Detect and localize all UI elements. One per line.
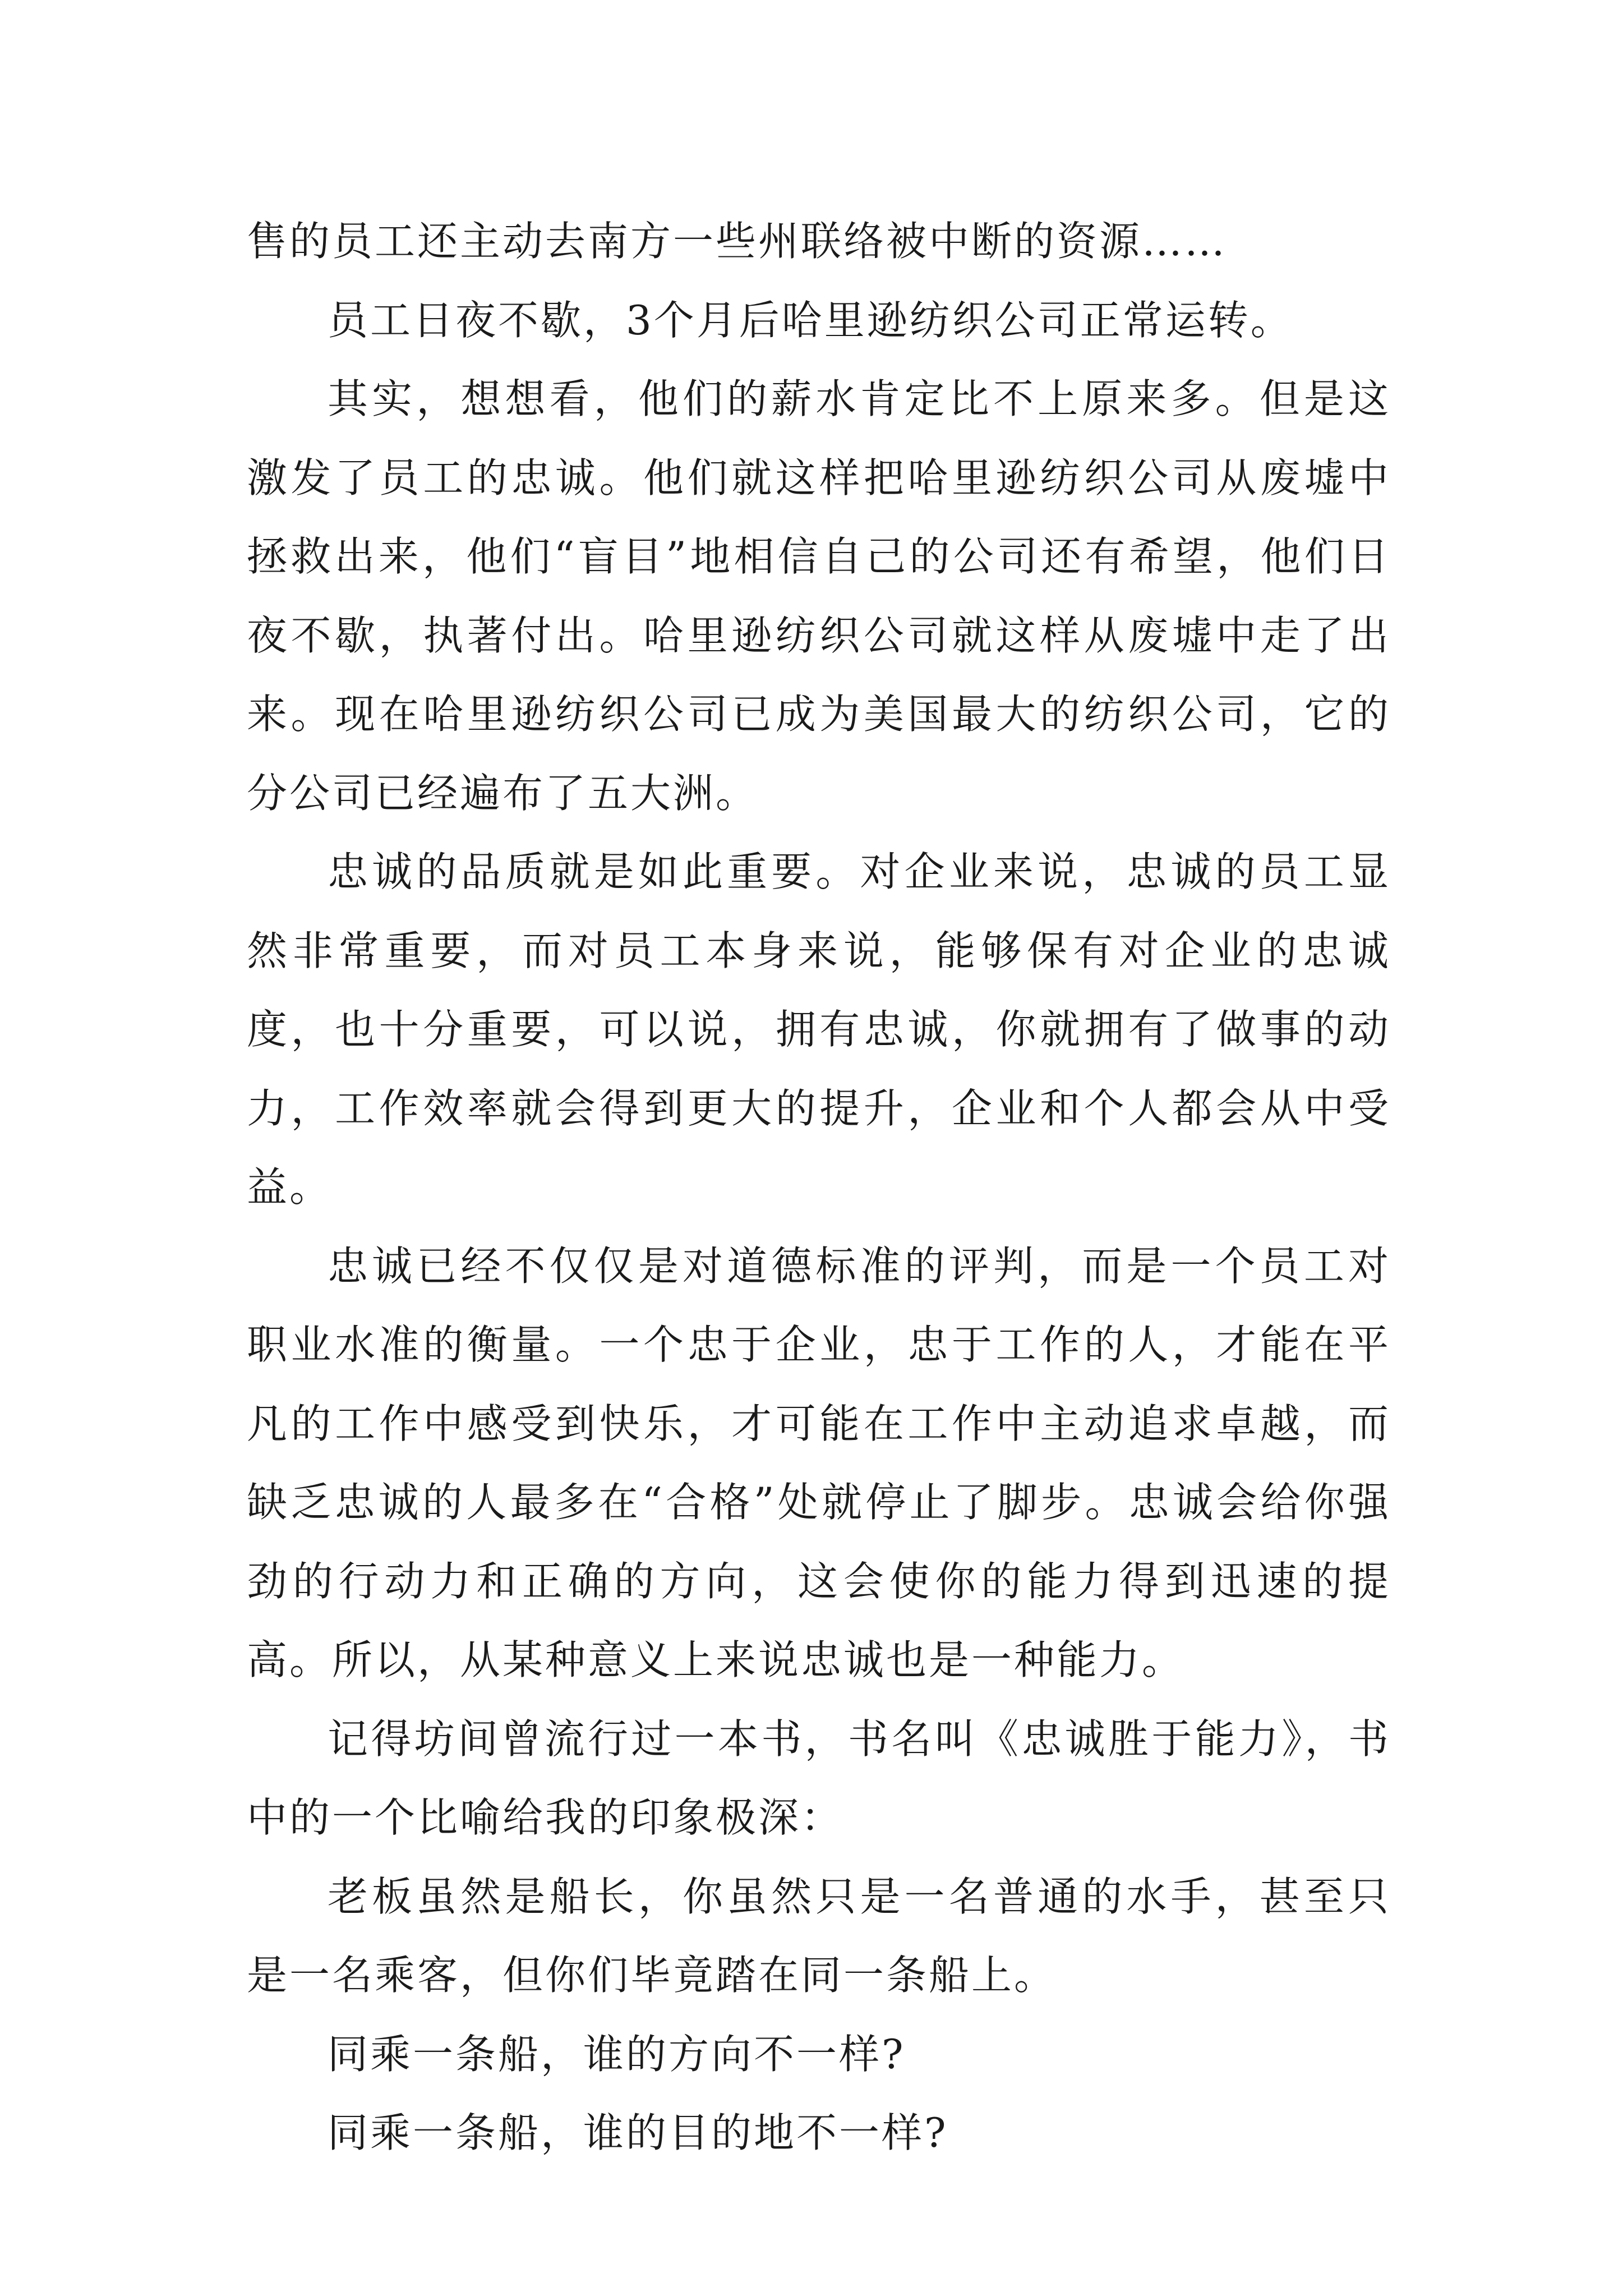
- paragraph: 忠诚已经不仅仅是对道德标准的评判，而是一个员工对职业水准的衡量。一个忠于企业，忠于工作的人，才能在平凡的工作中感受到快乐，才可能在工作中主动追求卓越，而缺乏忠诚的人最多在“合格”处就停止了脚步。忠诚会给你强劲的行动力和正确的方向，这会使你的能力得到迅速的提高。所以，从某种意义上来说忠诚也是一种能力。: [247, 1242, 1391, 1683]
- paragraph: 售的员工还主动去南方一些州联络被中断的资源……: [247, 218, 1228, 265]
- paragraph: 同乘一条船，谁的目的地不一样?: [328, 2109, 948, 2156]
- paragraph: 记得坊间曾流行过一本书，书名叫《忠诚胜于能力》，书中的一个比喻给我的印象极深：: [247, 1715, 1391, 1841]
- paragraph: 其实，想想看，他们的薪水肯定比不上原来多。但是这激发了员工的忠诚。他们就这样把哈里逊纺织公司从废墟中拯救出来，他们“盲目”地相信自己的公司还有希望，他们日夜不歇，执著付出。哈里逊纺织公司就这样从废墟中走了出来。现在哈里逊纺织公司已成为美国最大的纺织公司，它的分公司已经遍布了五大洲。: [247, 375, 1391, 817]
- paragraph: 忠诚的品质就是如此重要。对企业来说，忠诚的员工显然非常重要，而对员工本身来说，能够保有对企业的忠诚度，也十分重要，可以说，拥有忠诚，你就拥有了做事的动力，工作效率就会得到更大的提升，企业和个人都会从中受益。: [247, 848, 1391, 1211]
- paragraph: 老板虽然是船长，你虽然只是一名普通的水手，甚至只是一名乘客，但你们毕竟踏在同一条船上。: [247, 1872, 1391, 1999]
- paragraph: 同乘一条船，谁的方向不一样?: [328, 2030, 906, 2078]
- body-text: [247, 202, 1391, 2173]
- paragraph: 员工日夜不歇，3个月后哈里逊纺织公司正常运转。: [328, 296, 1293, 344]
